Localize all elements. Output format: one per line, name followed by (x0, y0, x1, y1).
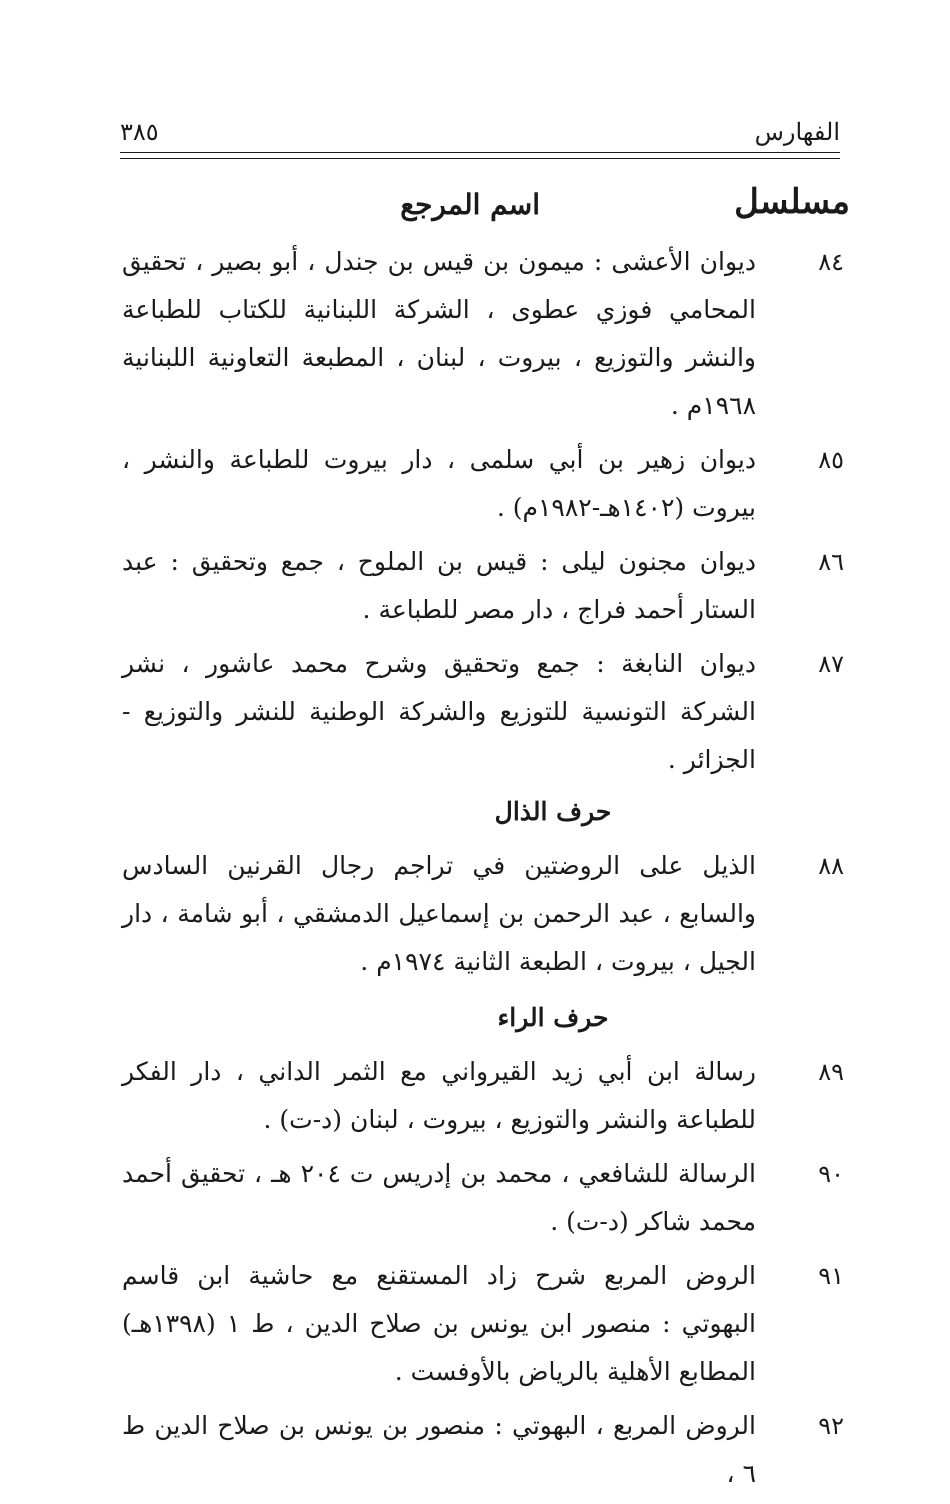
entry-number: ٨٤ (818, 248, 844, 276)
entry-text: ديوان الأعشى : ميمون بن قيس بن جندل ، أبو بصير ، تحقيق المحامي فوزي عطوى ، الشركة اللبنانية للكتاب للطباعة والنشر والتوزيع ، بيروت ، لبنان ، المطبعة التعاونية اللبنانية ١٩٦٨م . (122, 247, 756, 420)
entry-number: ٨٧ (818, 650, 844, 678)
entry-number: ٨٥ (818, 446, 844, 474)
bibliography-entry (122, 842, 844, 986)
entry-number: ٩١ (818, 1262, 844, 1290)
bibliography-entry (122, 238, 844, 430)
header-rule-top (120, 152, 840, 153)
entry-text: الروض المربع ، البهوتي : منصور بن يونس بن صلاح الدين ط ٦ ، (122, 1411, 756, 1488)
bibliography-entry (122, 1150, 844, 1246)
entry-text: ديوان النابغة : جمع وتحقيق وشرح محمد عاشور ، نشر الشركة التونسية للتوزيع والشركة الوطنية للنشر والتوزيع - الجزائر . (122, 649, 756, 774)
bibliography-entry (122, 436, 844, 532)
entry-number: ٨٩ (818, 1058, 844, 1086)
entry-number: ٩٢ (818, 1412, 844, 1440)
entry-number: ٨٨ (818, 852, 844, 880)
bibliography-entry (122, 1402, 844, 1498)
entry-number: ٩٠ (818, 1160, 844, 1188)
entry-text: الذيل على الروضتين في تراجم رجال القرنين السادس والسابع ، عبد الرحمن بن إسماعيل الدمشقي ، أبو شامة ، دار الجيل ، بيروت ، الطبعة الثانية ١٩٧٤م . (122, 851, 756, 976)
section-title: الفهارس (754, 118, 840, 146)
section-heading-ra: حرف الراء (497, 1003, 609, 1032)
section-heading-dhal: حرف الذال (494, 797, 612, 826)
reference-column-heading: اسم المرجع (400, 188, 540, 221)
bibliography-entry (122, 538, 844, 634)
page-number: ٣٨٥ (120, 118, 159, 146)
bibliography-entry (122, 1252, 844, 1396)
header-rule-bottom (120, 158, 840, 159)
running-header (120, 112, 840, 148)
entry-text: الروض المربع شرح زاد المستقنع مع حاشية ابن قاسم البهوتي : منصور ابن يونس بن صلاح الدين ، ط ١ (١٣٩٨هـ) المطابع الأهلية بالرياض بالأوفست . (122, 1261, 757, 1386)
bibliography-entry (122, 1048, 844, 1144)
serial-column-heading: مسلسل (734, 182, 850, 222)
entry-text: رسالة ابن أبي زيد القيرواني مع الثمر الداني ، دار الفكر للطباعة والنشر والتوزيع ، بيروت ، لبنان (د-ت) . (122, 1057, 756, 1134)
entry-text: ديوان زهير بن أبي سلمى ، دار بيروت للطباعة والنشر ، بيروت (١٤٠٢هـ-١٩٨٢م) . (122, 445, 756, 522)
column-headings (120, 182, 850, 230)
bibliography-entry (122, 640, 844, 784)
entry-text: الرسالة للشافعي ، محمد بن إدريس ت ٢٠٤ هـ ، تحقيق أحمد محمد شاكر (د-ت) . (122, 1159, 756, 1236)
entry-text: ديوان مجنون ليلى : قيس بن الملوح ، جمع وتحقيق : عبد الستار أحمد فراج ، دار مصر للطباعة . (122, 547, 756, 624)
bibliography-list (122, 238, 844, 1504)
entry-number: ٨٦ (818, 548, 844, 576)
